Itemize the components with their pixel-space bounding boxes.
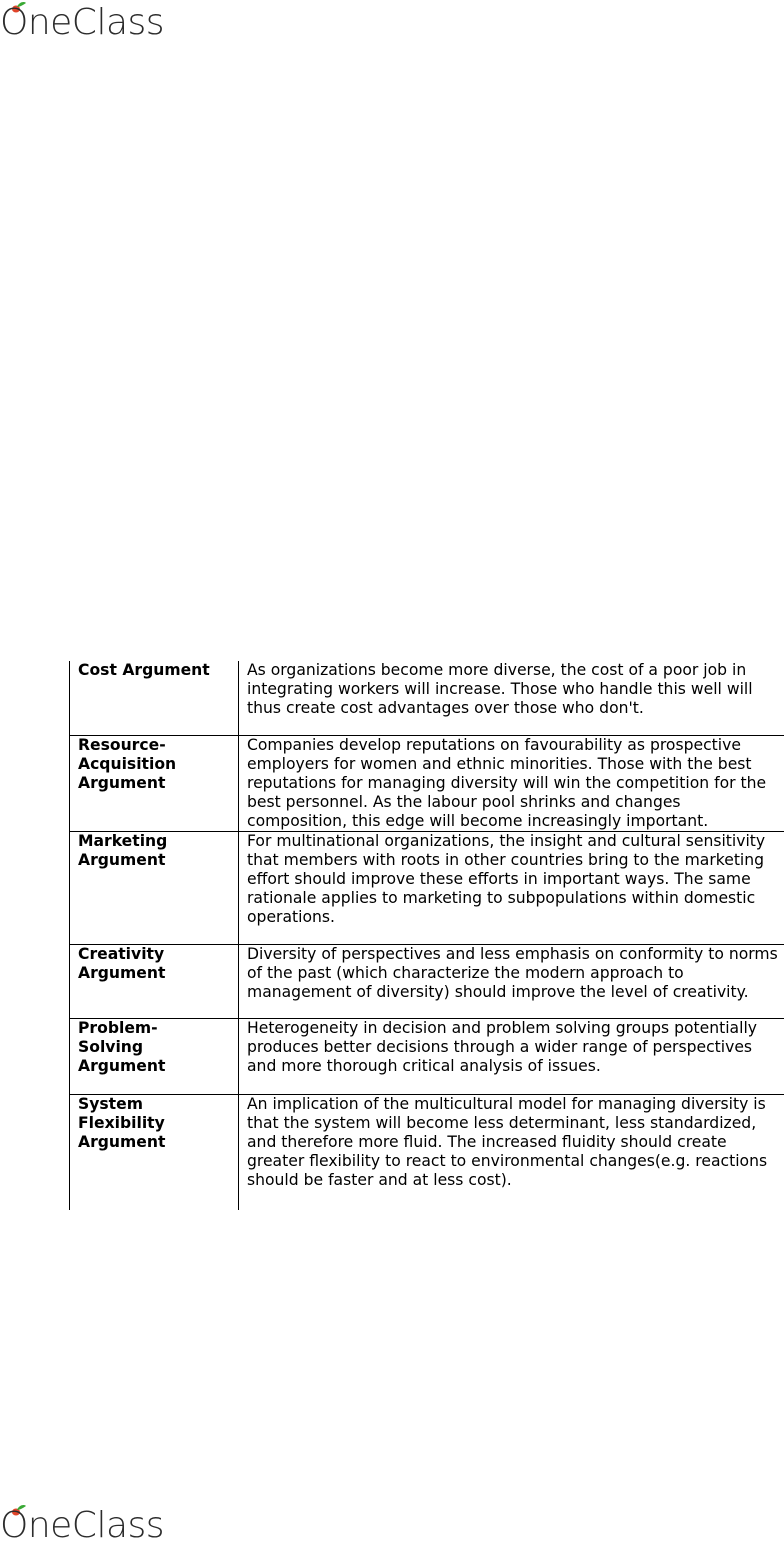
table-row: [70, 736, 784, 832]
table-row: [70, 832, 784, 945]
argument-description: For multinational organizations, the insight and cultural sensitivity that members with roots in other countries bring to the marketing effort should improve these efforts in important ways. The same rationale applies to marketing to subpopulations within domestic operations.: [239, 832, 784, 945]
argument-term: [70, 736, 239, 832]
argument-term: [70, 945, 239, 1019]
logo-text: OneClass: [0, 2, 165, 43]
diversity-arguments-table: [69, 661, 784, 1210]
table-row: [70, 945, 784, 1019]
argument-description: As organizations become more diverse, the cost of a poor job in integrating workers will increase. Those who handle this well will thus create cost advantages over those who don't.: [247, 661, 753, 717]
argument-description: Heterogeneity in decision and problem solving groups potentially produces better decisions through a wider range of perspectives and more thorough critical analysis of issues.: [239, 1019, 784, 1095]
argument-description: Diversity of perspectives and less emphasis on conformity to norms of the past (which characterize the modern approach to management of diversity) should improve the level of creativity.: [239, 945, 784, 1019]
argument-description: Companies develop reputations on favourability as prospective employers for women and ethnic minorities. Those with the best reputations for managing diversity will win the competition for the best personnel. As the labour pool shrinks and changes composition, this edge will become increasingly important.: [239, 736, 784, 832]
argument-term: [70, 832, 239, 945]
argument-term-text: System Flexibility Argument: [78, 1095, 166, 1151]
argument-term: Cost Argument: [70, 661, 239, 736]
argument-term-text: Creativity Argument: [78, 945, 166, 982]
argument-term-text: Problem- Solving Argument: [78, 1019, 166, 1075]
argument-term-text: Marketing Argument: [78, 832, 168, 869]
argument-term: [70, 1019, 239, 1095]
table-row: [70, 661, 784, 736]
argument-term: [70, 1095, 239, 1211]
argument-term-text: Resource- Acquisition Argument: [78, 736, 177, 792]
argument-description: An implication of the multicultural model for managing diversity is that the system will become less determinant, less standardized, and therefore more fluid. The increased fluidity should create greater flexibility to react to environmental changes(e.g. reactions should be faster and at less cost).: [239, 1095, 784, 1211]
oneclass-logo-bottom[interactable]: [0, 1503, 200, 1549]
table-row: [70, 1095, 784, 1211]
logo-text: OneClass: [0, 1505, 165, 1546]
oneclass-logo-top[interactable]: [0, 0, 200, 46]
table-row: [70, 1019, 784, 1095]
